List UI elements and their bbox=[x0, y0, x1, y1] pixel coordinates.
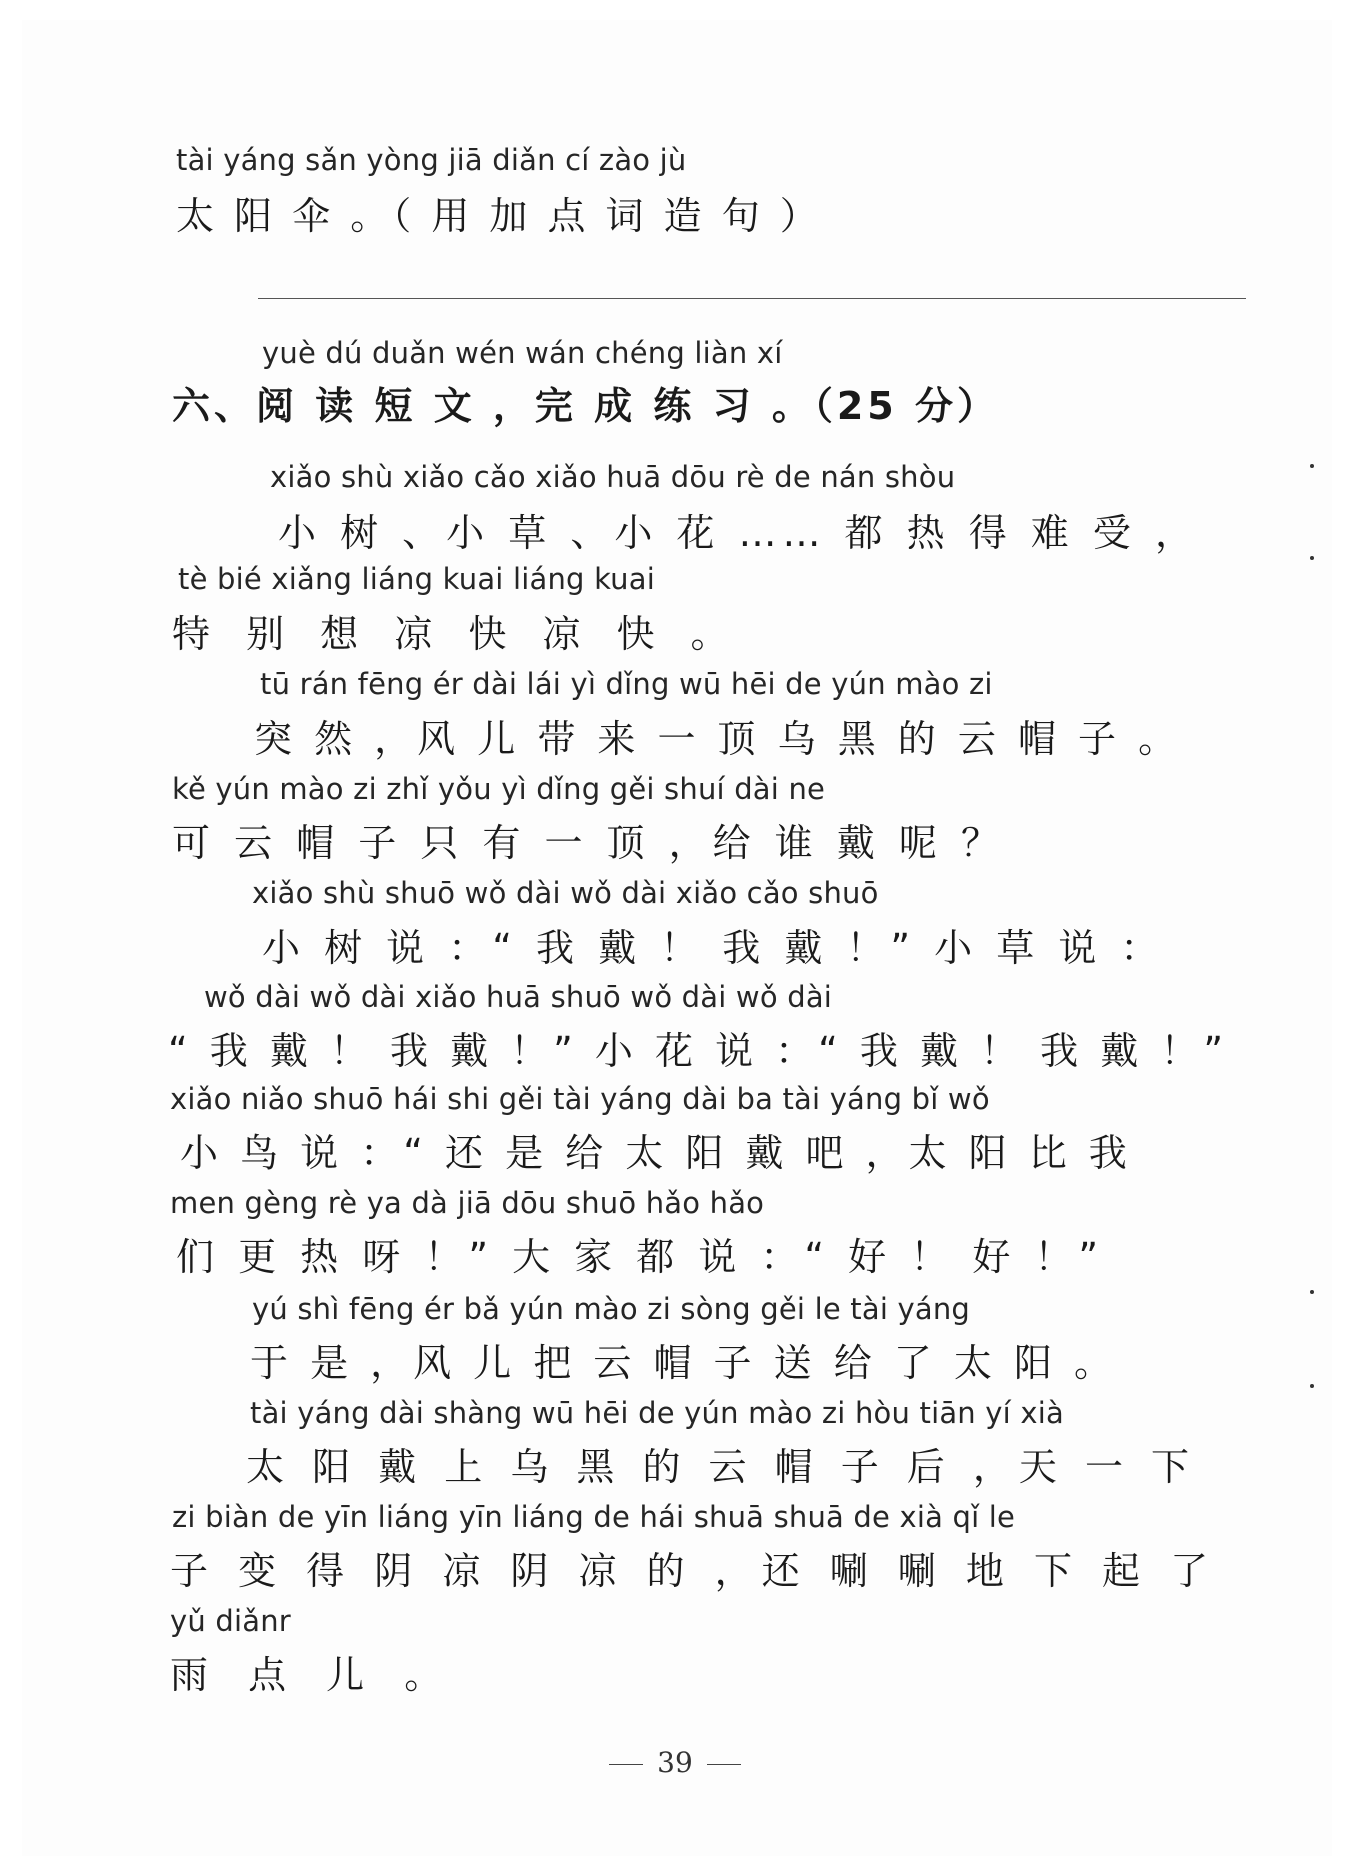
margin-mark bbox=[1310, 556, 1314, 560]
dash-right bbox=[707, 1764, 741, 1765]
margin-mark bbox=[1310, 1290, 1314, 1294]
dash-left bbox=[609, 1764, 643, 1765]
text-line-3: 小 树 、小 草 、小 花 …… 都 热 得 难 受 ， bbox=[278, 511, 1199, 555]
page-number bbox=[0, 1746, 1350, 1779]
pinyin-line-9: xiǎo niǎo shuō hái shi gěi tài yáng dài ba tài yáng bǐ wǒ bbox=[170, 1082, 990, 1116]
margin-mark bbox=[1310, 464, 1314, 468]
pinyin-line-3: xiǎo shù xiǎo cǎo xiǎo huā dōu rè de nán shòu bbox=[270, 460, 956, 494]
pinyin-line-8: wǒ dài wǒ dài xiǎo huā shuō wǒ dài wǒ dài bbox=[204, 980, 833, 1014]
pinyin-line-12: tài yáng dài shàng wū hēi de yún mào zi hòu tiān yí xià bbox=[250, 1396, 1064, 1430]
text-line-10: 们 更 热 呀 ！” 大 家 都 说 ：“ 好 ！ 好 ！” bbox=[176, 1235, 1105, 1279]
text-line-13: 子 变 得 阴 凉 阴 凉 的 ，还 唰 唰 地 下 起 了 bbox=[170, 1549, 1218, 1593]
pinyin-line-10: men gèng rè ya dà jiā dōu shuō hǎo hǎo bbox=[170, 1186, 765, 1220]
text-line-5: 突 然 ，风 儿 带 来 一 顶 乌 黑 的 云 帽 子 。 bbox=[254, 717, 1182, 761]
text-line-4: 特 别 想 凉 快 凉 快 。 bbox=[172, 612, 741, 656]
text-line-9: 小 鸟 说 ：“ 还 是 给 太 阳 戴 吧 ，太 阳 比 我 bbox=[180, 1131, 1132, 1175]
sentence-prompt: 太 阳 伞 。（ 用 加 点 词 造 句 ） bbox=[176, 194, 822, 238]
text-line-6: 可 云 帽 子 只 有 一 顶 ，给 谁 戴 呢 ？ bbox=[172, 821, 1005, 865]
answer-line[interactable] bbox=[258, 298, 1246, 299]
pinyin-heading: yuè dú duǎn wén wán chéng liàn xí bbox=[262, 336, 783, 370]
text-line-12: 太 阳 戴 上 乌 黑 的 云 帽 子 后 ，天 一 下 bbox=[246, 1445, 1198, 1489]
pinyin-line-5: tū rán fēng ér dài lái yì dǐng wū hēi de yún mào zi bbox=[260, 667, 993, 701]
pinyin-line-1: tài yáng sǎn yòng jiā diǎn cí zào jù bbox=[176, 143, 687, 177]
pinyin-line-7: xiǎo shù shuō wǒ dài wǒ dài xiǎo cǎo shuō bbox=[252, 876, 879, 910]
section-heading: 六、阅 读 短 文 ，完 成 练 习 。（25 分） bbox=[172, 384, 999, 428]
page-number-text: 39 bbox=[657, 1746, 693, 1779]
pinyin-line-6: kě yún mào zi zhǐ yǒu yì dǐng gěi shuí dài ne bbox=[172, 772, 826, 806]
text-line-14: 雨 点 儿 。 bbox=[170, 1653, 457, 1697]
pinyin-line-14: yǔ diǎnr bbox=[170, 1604, 291, 1638]
text-line-8: “ 我 戴 ！ 我 戴 ！” 小 花 说 ：“ 我 戴 ！ 我 戴 ！” bbox=[168, 1029, 1229, 1073]
pinyin-line-13: zi biàn de yīn liáng yīn liáng de hái shuā shuā de xià qǐ le bbox=[172, 1500, 1016, 1534]
text-line-11: 于 是 ，风 儿 把 云 帽 子 送 给 了 太 阳 。 bbox=[250, 1341, 1118, 1385]
margin-mark bbox=[1310, 1384, 1314, 1388]
pinyin-line-4: tè bié xiǎng liáng kuai liáng kuai bbox=[178, 562, 655, 596]
pinyin-line-11: yú shì fēng ér bǎ yún mào zi sòng gěi le tài yáng bbox=[252, 1292, 971, 1326]
text-line-7: 小 树 说 ：“ 我 戴 ！ 我 戴 ！” 小 草 说 ： bbox=[262, 926, 1165, 970]
